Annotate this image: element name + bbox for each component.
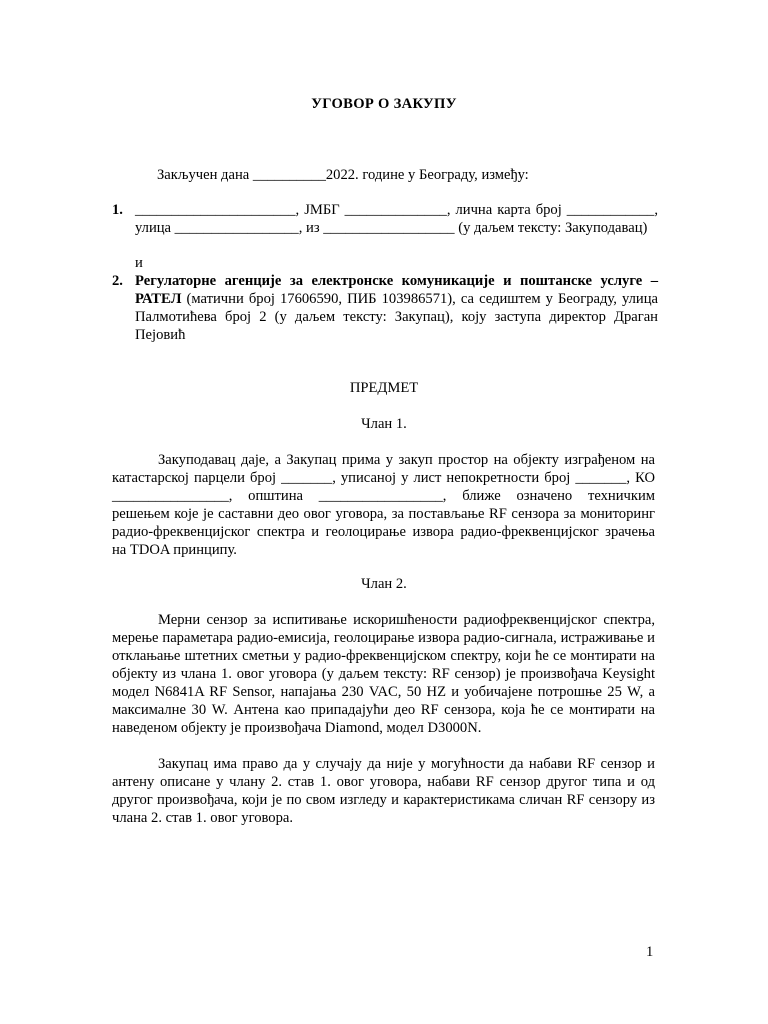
party-two-text [135, 272, 658, 344]
article-2-heading: Члан 2. [361, 576, 407, 592]
article-1-paragraph: Закуподавац даје, а Закупац прима у закуп простор на објекту изграђеном на катастарској парцели број _______, уписаној у лист непокретности број _______, КО ________________, општина _________________, ближе означено техничким решењем које је саставни део овог уговора, за постављање RF сензора за мониторинг радио-фреквенцијског спектра и геолоцирање извора радио-фреквенцијског зрачења на TDOA принципу. [112, 452, 655, 558]
article-2-paragraph-1: Мерни сензор за испитивање искоришћености радиофреквенцијског спектра, мерење параметара радио-емисија, геолоцирање извора радио-сигнала, истраживање и отклањање штетних сметњи у радио-фреквенцијском спектру, који ће се монтирати на објекту из члана 1. овог уговора (у даљем тексту: RF сензор) је произвођача Keysight модел N6841A RF Sensor, напајања 230 VAC, 50 HZ и уобичајене потрошње 25 W, а максималне 30 W. Антена као припадајући део RF сензора, која ће се монтирати на наведеном објекту је произвођача Diamond, модел D3000N. [112, 612, 655, 736]
party-one-text: ______________________, ЈМБГ ______________, лична карта број ____________, улица _________________, из __________________ (у даљем тексту: Закуподавац) [135, 202, 658, 236]
article-2-paragraph-2: Закупац има право да у случају да није у могућности да набави RF сензор и антену описане у члану 2. став 1. овог уговора, набави RF сензор другог типа и од другог произвођача, који је по свом изгледу и карактеристикама сличан RF сензору из члана 2. став 1. овог уговора. [112, 756, 655, 826]
party-two-number: 2. [112, 273, 123, 289]
party-one [112, 201, 658, 237]
party-two [112, 272, 658, 344]
page-number: 1 [646, 944, 654, 960]
document-title: УГОВОР О ЗАКУПУ [311, 96, 457, 112]
concluded-statement: Закључен дана __________2022. године у Београду, између: [157, 167, 529, 183]
party-two-details: (матични број 17606590, ПИБ 103986571), са седиштем у Београду, улица Палмотићева број 2 (у даљем тексту: Закупац), коју заступа директор Драган Пејовић [135, 291, 658, 343]
conjunction: и [135, 255, 143, 271]
article-1-heading: Члан 1. [361, 416, 407, 432]
party-one-number: 1. [112, 202, 123, 218]
party-two-name: Регулаторне агенције за електронске комуникације и поштанске услуге – РАТЕЛ [135, 273, 658, 307]
subject-heading: ПРЕДМЕТ [349, 380, 419, 396]
